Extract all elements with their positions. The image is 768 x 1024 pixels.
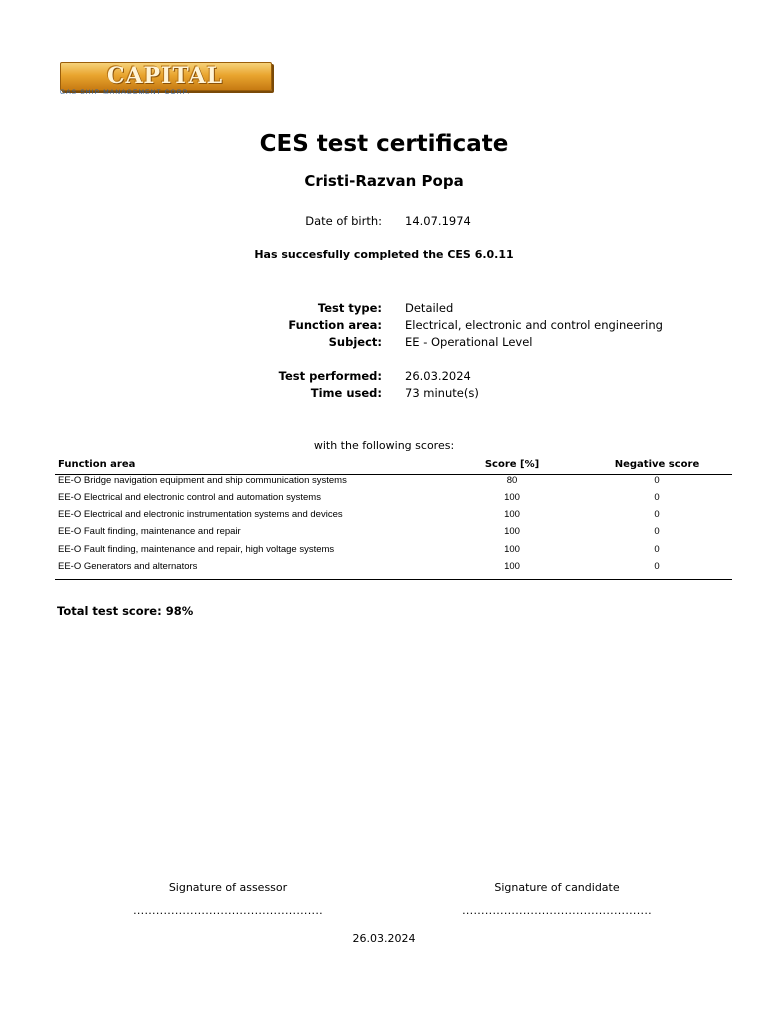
company-logo xyxy=(58,62,274,98)
row-function-area: EE-O Fault finding, maintenance and repair xyxy=(58,526,241,538)
row-score: 100 xyxy=(504,526,520,538)
row-function-area: EE-O Fault finding, maintenance and repair, high voltage systems xyxy=(58,543,335,555)
signature-date: 26.03.2024 xyxy=(352,932,416,945)
test-performed-label: Test performed: xyxy=(278,369,382,383)
page-title: CES test certificate xyxy=(259,131,509,157)
logo-tagline: GAS SHIP MANAGEMENT CORP. xyxy=(60,89,191,96)
row-score: 100 xyxy=(504,543,520,555)
candidate-signature-line: .................................................. xyxy=(462,904,652,917)
candidate-name: Cristi-Razvan Popa xyxy=(304,172,464,190)
row-score: 100 xyxy=(504,509,520,521)
total-test-score: Total test score: 98% xyxy=(57,604,194,618)
header-function-area: Function area xyxy=(58,459,136,470)
table-body xyxy=(55,475,732,580)
row-negative-score: 0 xyxy=(654,492,660,503)
row-function-area: EE-O Generators and alternators xyxy=(58,560,198,572)
time-used-value: 73 minute(s) xyxy=(405,386,479,400)
assessor-signature-line: .................................................. xyxy=(133,904,323,917)
row-negative-score: 0 xyxy=(654,526,660,538)
test-type-value: Detailed xyxy=(405,301,454,315)
scores-table xyxy=(55,458,732,580)
completion-statement: Has succesfully completed the CES 6.0.11 xyxy=(254,248,514,261)
table-row xyxy=(55,489,732,506)
row-function-area: EE-O Electrical and electronic instrumentation systems and devices xyxy=(58,509,343,521)
candidate-signature-label: Signature of candidate xyxy=(494,881,620,894)
test-performed-value: 26.03.2024 xyxy=(405,369,471,383)
function-area-value: Electrical, electronic and control engineering xyxy=(405,318,663,332)
row-score: 100 xyxy=(504,560,520,572)
table-row xyxy=(55,523,732,540)
time-used-label: Time used: xyxy=(310,386,382,400)
test-type-label: Test type: xyxy=(317,301,382,315)
row-function-area: EE-O Electrical and electronic control and automation systems xyxy=(58,492,321,503)
dob-value: 14.07.1974 xyxy=(405,214,471,228)
table-row xyxy=(55,475,732,489)
table-row xyxy=(55,506,732,523)
table-header xyxy=(55,458,732,475)
subject-value: EE - Operational Level xyxy=(405,335,533,349)
row-score: 80 xyxy=(506,475,518,486)
assessor-signature-label: Signature of assessor xyxy=(168,881,288,894)
subject-label: Subject: xyxy=(328,335,382,349)
dob-label: Date of birth: xyxy=(305,214,382,228)
table-row xyxy=(55,541,732,558)
scores-intro: with the following scores: xyxy=(313,439,455,452)
row-score: 100 xyxy=(504,492,520,503)
row-negative-score: 0 xyxy=(654,475,660,486)
row-negative-score: 0 xyxy=(654,543,660,555)
row-negative-score: 0 xyxy=(654,560,660,572)
row-function-area: EE-O Bridge navigation equipment and ship communication systems xyxy=(58,475,347,486)
header-negative-score: Negative score xyxy=(614,459,700,470)
logo-wordmark: CAPITAL xyxy=(106,62,224,89)
function-area-label: Function area: xyxy=(288,318,382,332)
table-row xyxy=(55,558,732,575)
header-score: Score [%] xyxy=(484,459,540,470)
row-negative-score: 0 xyxy=(654,509,660,521)
